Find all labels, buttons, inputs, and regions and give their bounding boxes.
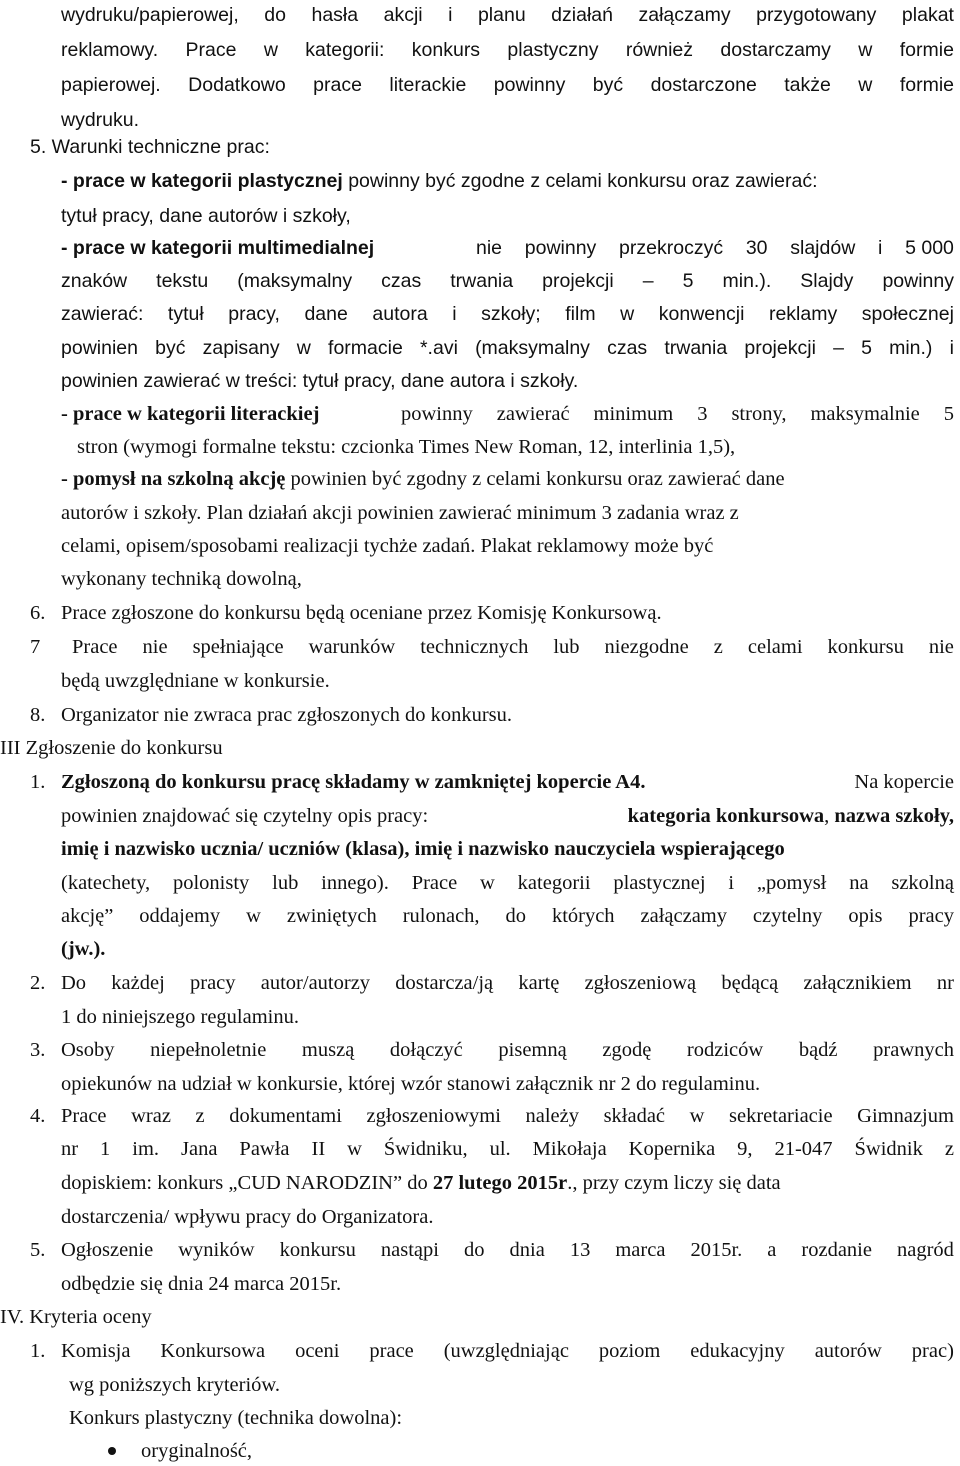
word: i — [878, 237, 883, 259]
word: edukacyjny — [690, 1340, 785, 1362]
word: tytuł — [167, 303, 204, 325]
word: pisemną — [498, 1039, 567, 1061]
word: zawierać — [496, 403, 570, 425]
word: strony, — [731, 403, 787, 425]
word: minimum — [593, 403, 674, 425]
word: i — [452, 303, 457, 325]
paragraph-line — [61, 305, 954, 325]
word: „pomysł — [756, 872, 827, 894]
word: Kopernika — [628, 1138, 716, 1160]
word: min.) — [889, 337, 933, 359]
word: Jana — [181, 1138, 218, 1160]
word: pracy — [908, 905, 954, 927]
word: być — [592, 74, 624, 96]
word: z — [944, 1138, 954, 1160]
word: znaków — [61, 270, 128, 292]
word: – — [642, 270, 654, 292]
word: literackie — [389, 74, 467, 96]
word: w — [347, 1138, 362, 1160]
word: również — [625, 39, 694, 61]
paragraph-line — [61, 1106, 954, 1127]
word: tekstu — [156, 270, 209, 292]
word: reklamowy. — [61, 39, 159, 61]
word: niepełnoletnie — [150, 1039, 267, 1061]
word: dostarcza/ją — [395, 972, 494, 994]
paragraph-line — [61, 172, 818, 192]
word: plakat — [901, 4, 954, 26]
word: hasła — [311, 4, 359, 26]
word: lub — [553, 636, 580, 658]
list-number: 3. — [30, 1039, 46, 1061]
word: 21-047 — [774, 1138, 833, 1160]
paragraph-line — [61, 76, 954, 96]
paragraph-line — [72, 637, 954, 658]
word: opis — [848, 905, 883, 927]
paragraph-line — [61, 973, 954, 994]
word: papierowej. — [61, 74, 161, 96]
list-item: oryginalność, — [141, 1440, 253, 1462]
paragraph-line: powinien zawierać w treści: tytuł pracy, dane autora i szkoły. — [61, 370, 579, 392]
word: Prace — [411, 872, 458, 894]
word: muszą — [301, 1039, 355, 1061]
word: nastąpi — [380, 1239, 439, 1261]
word: przekroczyć — [619, 237, 724, 259]
word: autora — [372, 303, 428, 325]
word: dane — [304, 303, 348, 325]
word: a — [767, 1239, 777, 1261]
word: projekcji — [744, 337, 816, 359]
text-span: dopiskiem: konkurs „CUD NARODZIN” do — [61, 1172, 433, 1194]
word: 5 — [943, 403, 954, 425]
word: czytelny — [752, 905, 823, 927]
bold-phrase: nazwa szkoły, — [834, 805, 954, 827]
word: nr — [936, 972, 954, 994]
word: *.avi — [419, 337, 458, 359]
word: społecznej — [861, 303, 954, 325]
word: konkurs — [411, 39, 481, 61]
word: celami — [747, 636, 803, 658]
list-number: 1. — [30, 771, 46, 793]
word: dostarczone — [650, 74, 757, 96]
word: 1 — [100, 1138, 111, 1160]
word: formacie — [328, 337, 403, 359]
paragraph-line: wykonany techniką dowolną, — [61, 568, 302, 590]
word: Do — [61, 972, 87, 994]
word: oceni — [295, 1340, 340, 1362]
list-number: 2. — [30, 972, 46, 994]
section-item-5: 5. Warunki techniczne prac: — [30, 136, 270, 158]
paragraph-line: (jw.). — [61, 938, 106, 960]
paragraph-line — [61, 839, 954, 860]
word: Mikołaja — [532, 1138, 607, 1160]
word: Prace — [61, 1105, 107, 1127]
list-number: 5. — [30, 1239, 46, 1261]
paragraph-line — [61, 906, 954, 927]
paragraph-line: będą uwzględniane w konkursie. — [61, 670, 330, 692]
word: – — [833, 337, 844, 359]
list-number: 1. — [30, 1340, 46, 1362]
word: i — [728, 872, 735, 894]
paragraph-line: dostarczenia/ wpływu pracy do Organizatora. — [61, 1206, 434, 1228]
list-number: 7 — [30, 636, 41, 658]
word: nr — [61, 1138, 79, 1160]
word: 5 000 — [905, 237, 954, 259]
bold-phrase: - prace w kategorii plastycznej — [61, 170, 343, 192]
word: 30 — [745, 237, 768, 259]
word: na — [849, 872, 869, 894]
word: marca — [615, 1239, 666, 1261]
word: 5 — [682, 270, 694, 292]
paragraph-line — [61, 41, 954, 61]
word: kartę — [518, 972, 560, 994]
word: pracy, — [228, 303, 280, 325]
word: w — [620, 303, 635, 325]
word: Prace — [72, 636, 118, 658]
word: (maksymalny — [237, 270, 353, 292]
word: wyników — [178, 1239, 255, 1261]
word: z — [195, 1105, 205, 1127]
word: film — [565, 303, 596, 325]
bold-phrase: 27 lutego 2015r — [432, 1172, 568, 1194]
text-span: ., przy czym liczy się data — [567, 1172, 781, 1194]
word: Komisja — [61, 1340, 131, 1362]
section-heading: IV. Kryteria oceny — [0, 1306, 152, 1328]
word: 13 — [569, 1239, 591, 1261]
word: w — [480, 872, 495, 894]
word: rulonach, — [402, 905, 480, 927]
word: których — [551, 905, 615, 927]
bold-phrase: kategoria konkursowa — [627, 805, 825, 827]
word: innego). — [321, 872, 389, 894]
word: pracy — [190, 972, 236, 994]
paragraph-line: wydruku. — [61, 109, 140, 131]
word: poziom — [598, 1340, 661, 1362]
word: formie — [899, 39, 954, 61]
word: powinny — [493, 74, 566, 96]
paragraph-line: 1 do niniejszego regulaminu. — [61, 1006, 299, 1028]
bold-phrase: - prace w kategorii multimedialnej — [61, 237, 375, 259]
word: konwencji — [658, 303, 745, 325]
word: min.). — [722, 270, 772, 292]
word: slajdów — [790, 237, 856, 259]
word: będącą — [721, 972, 779, 994]
section-heading: III Zgłoszenie do konkursu — [0, 737, 223, 759]
word: prace — [313, 74, 362, 96]
bold-phrase: - pomysł na szkolną akcję — [61, 468, 286, 490]
word: składać — [603, 1105, 666, 1127]
word: kategorii — [517, 872, 591, 894]
word: akcji — [383, 4, 423, 26]
word: załącznikiem — [803, 972, 912, 994]
paragraph-line: opiekunów na udział w konkursie, której wzór stanowi załącznik nr 2 do regulaminu. — [61, 1073, 761, 1095]
word: plastycznej — [613, 872, 706, 894]
word: zgodę — [602, 1039, 652, 1061]
word: w — [246, 905, 261, 927]
word: rozdanie — [801, 1239, 872, 1261]
word: Pawła — [239, 1138, 290, 1160]
word: 5 — [861, 337, 872, 359]
word: lub — [272, 872, 299, 894]
word: każdej — [111, 972, 165, 994]
word: do — [464, 1239, 485, 1261]
paragraph-line — [61, 6, 954, 26]
paragraph-line — [61, 1139, 954, 1160]
word: konkursu — [279, 1239, 356, 1261]
paragraph-line — [61, 772, 954, 793]
paragraph-line — [61, 1040, 954, 1061]
word: nie — [142, 636, 168, 658]
word: zapisany — [202, 337, 280, 359]
word: projekcji — [542, 270, 614, 292]
word: warunków — [308, 636, 396, 658]
word: 2015r. — [690, 1239, 743, 1261]
paragraph-line — [61, 239, 954, 259]
word: dołączyć — [389, 1039, 463, 1061]
word: Slajdy — [800, 270, 854, 292]
paragraph-line: Prace zgłoszone do konkursu będą oceniane przez Komisję Konkursową. — [61, 602, 662, 624]
text-span: powinien być zgodny z celami konkursu oraz zawierać dane — [285, 468, 785, 490]
word: szkolną — [891, 872, 954, 894]
bold-phrase: Zgłoszoną do konkursu pracę składamy w zamkniętej kopercie A4. — [61, 771, 646, 793]
word: prac) — [911, 1340, 954, 1362]
word: powinny — [401, 403, 473, 425]
word: zgłoszeniowymi — [366, 1105, 501, 1127]
word: zwiniętych — [286, 905, 377, 927]
text-span: , — [824, 805, 835, 827]
paragraph-line — [61, 806, 954, 827]
word: prace — [369, 1340, 414, 1362]
bold-phrase: - prace w kategorii literackiej — [61, 403, 320, 425]
word: bądź — [798, 1039, 838, 1061]
paragraph-line — [61, 1240, 954, 1261]
word: dnia — [509, 1239, 545, 1261]
text-span: powinien znajdować się czytelny opis pracy: — [61, 805, 429, 827]
word: załączamy — [638, 4, 731, 26]
paragraph-line: autorów i szkoły. Plan działań akcji powinien zawierać minimum 3 zadania wraz z — [61, 502, 739, 524]
word: do — [505, 905, 526, 927]
list-number: 6. — [30, 602, 46, 624]
word: Gimnazjum — [857, 1105, 954, 1127]
list-number: 8. — [30, 704, 46, 726]
word: trwania — [450, 270, 514, 292]
word: Osoby — [61, 1039, 115, 1061]
word: wraz — [131, 1105, 171, 1127]
word: technicznych — [420, 636, 529, 658]
paragraph-line — [61, 1173, 781, 1194]
bullet-icon — [108, 1447, 116, 1455]
word: 3 — [697, 403, 708, 425]
word: czas — [607, 337, 648, 359]
word: nagród — [897, 1239, 954, 1261]
word: niezgodne — [604, 636, 689, 658]
bold-phrase: imię i nazwisko ucznia/ uczniów (klasa), imię i nazwisko nauczyciela wspierającego — [61, 838, 785, 860]
text-span: Na kopercie — [854, 771, 954, 793]
text-span — [401, 404, 954, 425]
word: (uwzględniając — [443, 1340, 569, 1362]
word: czas — [381, 270, 422, 292]
list-number: 4. — [30, 1105, 46, 1127]
word: dostarczamy — [720, 39, 831, 61]
word: ul. — [489, 1138, 511, 1160]
paragraph-line: stron (wymogi formalne tekstu: czcionka Times New Roman, 12, interlinia 1,5), — [77, 436, 736, 458]
word: reklamy — [768, 303, 838, 325]
word: (maksymalny — [475, 337, 590, 359]
word: trwania — [664, 337, 728, 359]
word: powinien — [61, 337, 138, 359]
word: autorów — [814, 1340, 882, 1362]
word: Świdnik — [854, 1138, 923, 1160]
word: formie — [899, 74, 954, 96]
word: przygotowany — [756, 4, 877, 26]
text-span: powinny być zgodne z celami konkursu oraz zawierać: — [342, 170, 818, 192]
word: prawnych — [873, 1039, 954, 1061]
paragraph-line — [61, 1341, 954, 1362]
word: Ogłoszenie — [61, 1239, 154, 1261]
word: Dodatkowo — [188, 74, 286, 96]
word: dokumentami — [229, 1105, 342, 1127]
word: w — [689, 1105, 705, 1127]
word: planu — [477, 4, 526, 26]
word: nie — [476, 237, 503, 259]
word: z — [713, 636, 723, 658]
paragraph-line — [61, 469, 785, 490]
word: powinny — [524, 237, 597, 259]
text-span — [476, 239, 954, 259]
paragraph-line: celami, opisem/sposobami realizacji tychże zadań. Plakat reklamowy może być — [61, 535, 714, 557]
word: 9, — [737, 1138, 753, 1160]
word: oddajemy — [139, 905, 221, 927]
word: Prace — [185, 39, 237, 61]
word: polonisty — [172, 872, 250, 894]
word: być — [155, 337, 186, 359]
word: w — [858, 74, 873, 96]
word: spełniające — [192, 636, 284, 658]
word: i — [448, 4, 453, 26]
word: im. — [132, 1138, 160, 1160]
paragraph-line: Konkurs plastyczny (technika dowolna): — [69, 1407, 403, 1429]
word: w — [263, 39, 278, 61]
word: kategorii: — [305, 39, 385, 61]
word: szkoły; — [481, 303, 541, 325]
paragraph-line: tytuł pracy, dane autorów i szkoły, — [61, 205, 351, 227]
word: zawierać: — [61, 303, 144, 325]
paragraph-line — [61, 404, 954, 425]
word: działań — [551, 4, 613, 26]
word: także — [784, 74, 831, 96]
word: Świdniku, — [383, 1138, 468, 1160]
word: do — [264, 4, 286, 26]
word: (katechety, — [61, 872, 151, 894]
word: Konkursowa — [160, 1340, 266, 1362]
word: II — [311, 1138, 326, 1160]
word: nie — [928, 636, 954, 658]
word: rodziców — [686, 1039, 764, 1061]
paragraph-line — [61, 339, 954, 359]
word: autor/autorzy — [260, 972, 371, 994]
word: i — [949, 337, 954, 359]
word: akcję” — [61, 905, 114, 927]
word: plastyczny — [507, 39, 599, 61]
word: załączamy — [640, 905, 727, 927]
word: konkursu — [827, 636, 904, 658]
paragraph-line: odbędzie się dnia 24 marca 2015r. — [61, 1273, 342, 1295]
word: wydruku/papierowej, — [61, 4, 239, 26]
word: sekretariacie — [729, 1105, 833, 1127]
paragraph-line — [61, 272, 954, 292]
word: należy — [525, 1105, 579, 1127]
word: w — [858, 39, 873, 61]
word: powinny — [882, 270, 954, 292]
paragraph-line: wg poniższych kryteriów. — [69, 1374, 281, 1396]
word: w — [296, 337, 311, 359]
paragraph-line: Organizator nie zwraca prac zgłoszonych do konkursu. — [61, 704, 513, 726]
paragraph-line — [61, 873, 954, 894]
word: maksymalnie — [810, 403, 920, 425]
word: zgłoszeniową — [584, 972, 697, 994]
